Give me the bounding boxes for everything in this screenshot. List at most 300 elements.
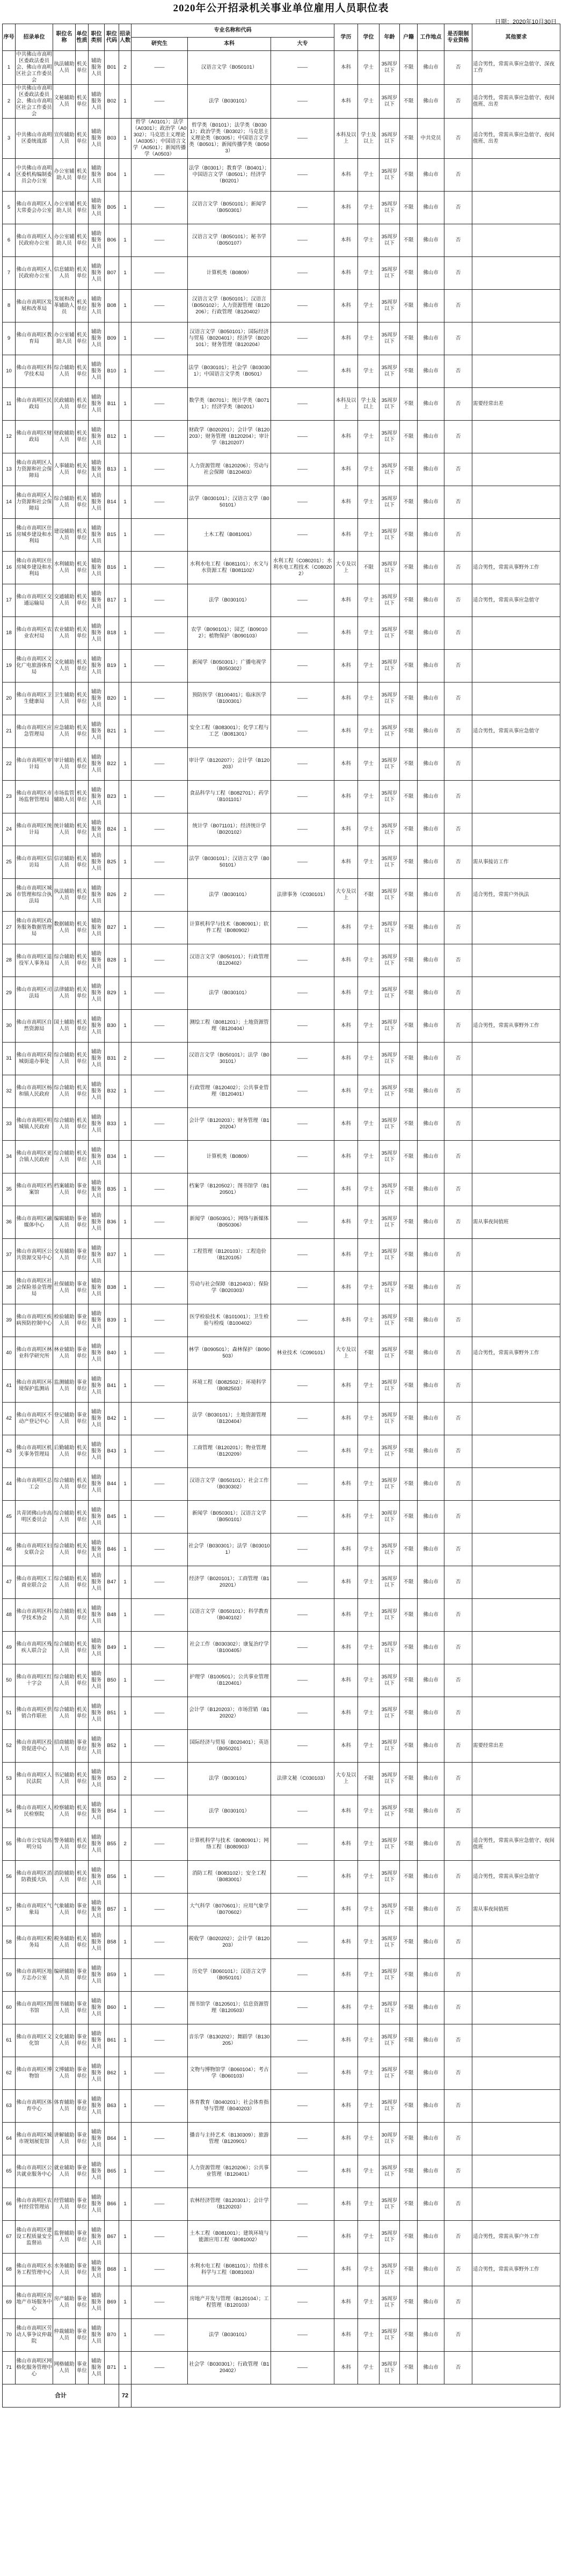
- cell-edu: 本科: [334, 2057, 358, 2090]
- cell-household: 不限: [400, 1173, 418, 1206]
- cell-code: B56: [105, 1861, 119, 1894]
- table-row: [3, 781, 560, 813]
- cell-college: ——: [271, 846, 334, 879]
- cell-college: 林业技术（C090101）: [271, 1337, 334, 1370]
- table-row: [3, 1599, 560, 1632]
- cell-code: B08: [105, 290, 119, 322]
- cell-household: 不限: [400, 1730, 418, 1763]
- cell-kind: 辅助服务人员: [89, 1992, 105, 2024]
- cell-age: 35周岁以下: [379, 159, 400, 192]
- cell-college: ——: [271, 1664, 334, 1697]
- cell-bachelor: 工程管理（B120103）；工程造价（B120105）: [188, 1239, 271, 1272]
- cell-post: 市场监管辅助人员: [53, 781, 76, 813]
- cell-type: 机关单位: [76, 1664, 89, 1697]
- cell-count: 1: [119, 1501, 132, 1533]
- cell-unit: 佛山市高明区疾病预防控制中心: [16, 1304, 53, 1337]
- cell-degree: 学士: [358, 1730, 379, 1763]
- cell-grad: ——: [132, 1697, 188, 1730]
- cell-edu: 本科: [334, 51, 358, 85]
- cell-kind: 辅助服务人员: [89, 1697, 105, 1730]
- cell-count: 1: [119, 1173, 132, 1206]
- cell-household: 不限: [400, 813, 418, 846]
- cell-household: 不限: [400, 119, 418, 159]
- cell-workplace: 佛山市: [418, 453, 444, 486]
- cell-count: 1: [119, 1959, 132, 1992]
- cell-code: B32: [105, 1075, 119, 1108]
- cell-edu: 本科: [334, 355, 358, 388]
- cell-household: 不限: [400, 1697, 418, 1730]
- cell-count: 1: [119, 355, 132, 388]
- cell-count: 1: [119, 2319, 132, 2352]
- cell-college: ——: [271, 1403, 334, 1435]
- col-type: 单位性质: [76, 24, 89, 51]
- cell-grad: ——: [132, 2057, 188, 2090]
- cell-exam: 否: [444, 912, 472, 944]
- cell-household: 不限: [400, 322, 418, 355]
- col-exam: 是否限制专业资格: [444, 24, 472, 51]
- table-row: [3, 192, 560, 224]
- cell-exam: 否: [444, 1959, 472, 1992]
- cell-count: 1: [119, 977, 132, 1010]
- cell-edu: 本科: [334, 650, 358, 682]
- cell-bachelor: 法学（B030101）: [188, 977, 271, 1010]
- cell-age: 35周岁以下: [379, 1108, 400, 1141]
- table-row: [3, 2221, 560, 2254]
- cell-edu: 本科: [334, 1173, 358, 1206]
- cell-workplace: 佛山市: [418, 1533, 444, 1566]
- cell-workplace: 佛山市: [418, 2057, 444, 2090]
- table-row: [3, 257, 560, 290]
- cell-bachelor: 汉语言文学（B050101）；科学教育（B040102）: [188, 1599, 271, 1632]
- cell-grad: ——: [132, 1894, 188, 1926]
- cell-workplace: 佛山市: [418, 1959, 444, 1992]
- cell-unit: 佛山市高明区政务服务数据管理局: [16, 912, 53, 944]
- cell-household: 不限: [400, 1370, 418, 1403]
- cell-exam: 否: [444, 1468, 472, 1501]
- cell-grad: ——: [132, 1108, 188, 1141]
- cell-type: 机关单位: [76, 1435, 89, 1468]
- cell-age: 35周岁以下: [379, 453, 400, 486]
- cell-grad: ——: [132, 453, 188, 486]
- cell-type: 机关单位: [76, 1075, 89, 1108]
- table-row: [3, 486, 560, 519]
- cell-unit: 佛山市高明区更合镇人民政府: [16, 1141, 53, 1173]
- table-row: [3, 1010, 560, 1043]
- cell-notes: [472, 2024, 560, 2057]
- cell-post: 办公室辅助人员: [53, 159, 76, 192]
- cell-post: 图书辅助人员: [53, 1992, 76, 2024]
- table-row: [3, 1926, 560, 1959]
- cell-notes: [472, 912, 560, 944]
- cell-college: ——: [271, 813, 334, 846]
- cell-kind: 辅助服务人员: [89, 813, 105, 846]
- table-row: [3, 2188, 560, 2221]
- cell-grad: ——: [132, 1272, 188, 1304]
- cell-degree: 学士及以上: [358, 119, 379, 159]
- cell-no: 5: [3, 192, 16, 224]
- cell-notes: 适合男性，常需从事野外工作: [472, 1337, 560, 1370]
- cell-type: 事业单位: [76, 2221, 89, 2254]
- table-row: [3, 224, 560, 257]
- cell-type: 机关单位: [76, 257, 89, 290]
- table-row: [3, 2286, 560, 2319]
- cell-kind: 辅助服务人员: [89, 1763, 105, 1795]
- cell-grad: ——: [132, 1173, 188, 1206]
- cell-count: 1: [119, 1599, 132, 1632]
- cell-post: 农业辅助人员: [53, 617, 76, 650]
- cell-notes: [472, 1664, 560, 1697]
- cell-degree: 学士: [358, 813, 379, 846]
- cell-edu: 本科: [334, 1075, 358, 1108]
- table-row: [3, 2123, 560, 2155]
- cell-age: 35周岁以下: [379, 1632, 400, 1664]
- cell-count: 1: [119, 944, 132, 977]
- cell-unit: 佛山市高明区人民政府办公室: [16, 257, 53, 290]
- cell-count: 1: [119, 1272, 132, 1304]
- cell-code: B43: [105, 1435, 119, 1468]
- cell-grad: ——: [132, 322, 188, 355]
- cell-post: 统计辅助人员: [53, 813, 76, 846]
- cell-grad: ——: [132, 257, 188, 290]
- cell-type: 事业单位: [76, 1173, 89, 1206]
- cell-no: 35: [3, 1173, 16, 1206]
- cell-workplace: 佛山市: [418, 2319, 444, 2352]
- col-no: 序号: [3, 24, 16, 51]
- cell-edu: 本科: [334, 2352, 358, 2384]
- cell-type: 机关单位: [76, 552, 89, 584]
- cell-no: 14: [3, 486, 16, 519]
- total-blank: [132, 2384, 560, 2408]
- cell-no: 57: [3, 1894, 16, 1926]
- cell-unit: 佛山市高明区红十字会: [16, 1664, 53, 1697]
- cell-workplace: 佛山市: [418, 1075, 444, 1108]
- cell-post: 编辑辅助人员: [53, 1206, 76, 1239]
- cell-count: 1: [119, 1010, 132, 1043]
- cell-grad: ——: [132, 2352, 188, 2384]
- cell-post: 综合辅助人员: [53, 486, 76, 519]
- cell-age: 35周岁以下: [379, 2221, 400, 2254]
- cell-workplace: 佛山市: [418, 51, 444, 85]
- cell-grad: ——: [132, 1435, 188, 1468]
- cell-code: B62: [105, 2057, 119, 2090]
- cell-workplace: 佛山市: [418, 2352, 444, 2384]
- cell-count: 1: [119, 1632, 132, 1664]
- cell-kind: 辅助服务人员: [89, 1010, 105, 1043]
- cell-type: 事业单位: [76, 2319, 89, 2352]
- cell-no: 6: [3, 224, 16, 257]
- cell-workplace: 佛山市: [418, 781, 444, 813]
- table-row: [3, 290, 560, 322]
- cell-degree: 学士: [358, 1239, 379, 1272]
- table-row: [3, 912, 560, 944]
- cell-post: 书记辅助人员: [53, 1763, 76, 1795]
- cell-no: 34: [3, 1141, 16, 1173]
- cell-household: 不限: [400, 1272, 418, 1304]
- cell-no: 46: [3, 1533, 16, 1566]
- cell-code: B31: [105, 1043, 119, 1075]
- cell-no: 52: [3, 1730, 16, 1763]
- cell-age: 35周岁以下: [379, 1403, 400, 1435]
- cell-kind: 辅助服务人员: [89, 1632, 105, 1664]
- cell-kind: 辅助服务人员: [89, 977, 105, 1010]
- cell-unit: 佛山市高明区残疾人联合会: [16, 1632, 53, 1664]
- cell-code: B04: [105, 159, 119, 192]
- cell-degree: 学士: [358, 224, 379, 257]
- cell-code: B25: [105, 846, 119, 879]
- cell-type: 事业单位: [76, 1403, 89, 1435]
- cell-kind: 辅助服务人员: [89, 453, 105, 486]
- cell-no: 66: [3, 2188, 16, 2221]
- cell-degree: 学士: [358, 1566, 379, 1599]
- cell-unit: 佛山市高明区文化馆: [16, 2024, 53, 2057]
- cell-post: 执法辅助人员: [53, 879, 76, 912]
- cell-code: B01: [105, 51, 119, 85]
- cell-grad: ——: [132, 355, 188, 388]
- cell-unit: 佛山市高明区农村经营管理站: [16, 2188, 53, 2221]
- cell-post: 信息辅助人员: [53, 257, 76, 290]
- table-row: [3, 1141, 560, 1173]
- cell-college: ——: [271, 977, 334, 1010]
- cell-kind: 辅助服务人员: [89, 1468, 105, 1501]
- cell-count: 1: [119, 552, 132, 584]
- cell-grad: ——: [132, 1566, 188, 1599]
- cell-edu: 本科: [334, 519, 358, 552]
- cell-college: ——: [271, 1239, 334, 1272]
- cell-degree: 学士: [358, 1599, 379, 1632]
- cell-edu: 本科: [334, 2123, 358, 2155]
- cell-notes: [472, 1632, 560, 1664]
- cell-household: 不限: [400, 584, 418, 617]
- cell-bachelor: 汉语言文学（B050101）；秘书学（B050107）: [188, 224, 271, 257]
- cell-code: B21: [105, 715, 119, 748]
- cell-household: 不限: [400, 1010, 418, 1043]
- cell-degree: 学士: [358, 584, 379, 617]
- cell-exam: 否: [444, 2221, 472, 2254]
- cell-post: 检察辅助人员: [53, 1795, 76, 1828]
- cell-no: 30: [3, 1010, 16, 1043]
- cell-notes: [472, 781, 560, 813]
- cell-kind: 辅助服务人员: [89, 519, 105, 552]
- cell-notes: [472, 2319, 560, 2352]
- cell-grad: ——: [132, 1599, 188, 1632]
- cell-edu: 本科: [334, 813, 358, 846]
- cell-type: 事业单位: [76, 1959, 89, 1992]
- cell-notes: [472, 2090, 560, 2123]
- cell-kind: 辅助服务人员: [89, 1206, 105, 1239]
- cell-type: 机关单位: [76, 1533, 89, 1566]
- cell-unit: 佛山市高明区城市规划展览馆: [16, 2123, 53, 2155]
- cell-workplace: 佛山市: [418, 1403, 444, 1435]
- cell-notes: [472, 1272, 560, 1304]
- cell-exam: 否: [444, 1435, 472, 1468]
- cell-workplace: 佛山市: [418, 879, 444, 912]
- cell-kind: 辅助服务人员: [89, 1370, 105, 1403]
- cell-bachelor: 社会学（B030301）；行政管理（B120402）: [188, 2352, 271, 2384]
- cell-no: 47: [3, 1566, 16, 1599]
- cell-post: 税务辅助人员: [53, 1926, 76, 1959]
- cell-type: 机关单位: [76, 322, 89, 355]
- cell-no: 26: [3, 879, 16, 912]
- cell-college: ——: [271, 192, 334, 224]
- cell-type: 机关单位: [76, 1501, 89, 1533]
- cell-degree: 学士: [358, 2221, 379, 2254]
- cell-grad: ——: [132, 224, 188, 257]
- cell-count: 1: [119, 748, 132, 781]
- table-row: [3, 2254, 560, 2286]
- cell-code: B30: [105, 1010, 119, 1043]
- cell-count: 1: [119, 192, 132, 224]
- cell-grad: ——: [132, 1337, 188, 1370]
- cell-code: B18: [105, 617, 119, 650]
- cell-degree: 学士: [358, 1370, 379, 1403]
- cell-count: 1: [119, 453, 132, 486]
- cell-kind: 辅助服务人员: [89, 1926, 105, 1959]
- cell-kind: 辅助服务人员: [89, 1435, 105, 1468]
- cell-kind: 辅助服务人员: [89, 355, 105, 388]
- cell-grad: ——: [132, 388, 188, 421]
- cell-type: 机关单位: [76, 224, 89, 257]
- table-row: [3, 1043, 560, 1075]
- cell-age: 35周岁以下: [379, 1926, 400, 1959]
- cell-kind: 辅助服务人员: [89, 1272, 105, 1304]
- cell-exam: 否: [444, 1926, 472, 1959]
- cell-college: ——: [271, 748, 334, 781]
- cell-workplace: 佛山市: [418, 2286, 444, 2319]
- cell-unit: 中共佛山市高明区委政法委员会、佛山市高明区社会工作委员会: [16, 51, 53, 85]
- cell-workplace: 佛山市: [418, 322, 444, 355]
- cell-kind: 辅助服务人员: [89, 1337, 105, 1370]
- cell-degree: 学士: [358, 1501, 379, 1533]
- cell-type: 事业单位: [76, 2123, 89, 2155]
- table-row: [3, 1632, 560, 1664]
- cell-household: 不限: [400, 1206, 418, 1239]
- cell-college: ——: [271, 1697, 334, 1730]
- cell-code: B49: [105, 1632, 119, 1664]
- cell-bachelor: 环境工程（B082502）；环境科学（B082503）: [188, 1370, 271, 1403]
- cell-bachelor: 劳动与社会保障（B120403）；保险学（B020303）: [188, 1272, 271, 1304]
- cell-workplace: 佛山市: [418, 2221, 444, 2254]
- cell-bachelor: 法学（B030101）: [188, 584, 271, 617]
- cell-degree: 学士: [358, 1304, 379, 1337]
- cell-degree: 学士: [358, 257, 379, 290]
- col-notes: 其他要求: [472, 24, 560, 51]
- cell-notes: [472, 2123, 560, 2155]
- cell-workplace: 佛山市: [418, 388, 444, 421]
- cell-code: B48: [105, 1599, 119, 1632]
- cell-code: B13: [105, 453, 119, 486]
- cell-degree: 学士: [358, 912, 379, 944]
- cell-exam: 否: [444, 1599, 472, 1632]
- cell-type: 事业单位: [76, 2155, 89, 2188]
- cell-count: 1: [119, 1894, 132, 1926]
- cell-unit: 佛山市高明区体育中心: [16, 2090, 53, 2123]
- table-row: [3, 1992, 560, 2024]
- cell-code: B58: [105, 1926, 119, 1959]
- cell-post: 消防辅助人员: [53, 1861, 76, 1894]
- cell-workplace: 佛山市: [418, 1272, 444, 1304]
- col-college: 大专: [271, 38, 334, 51]
- cell-age: 35周岁以下: [379, 2090, 400, 2123]
- cell-household: 不限: [400, 1043, 418, 1075]
- cell-notes: [472, 617, 560, 650]
- cell-workplace: 佛山市: [418, 552, 444, 584]
- cell-bachelor: 历史学（B060101）；汉语言文学（B050101）: [188, 1959, 271, 1992]
- col-post: 职位名称: [53, 24, 76, 51]
- cell-age: 35周岁以下: [379, 290, 400, 322]
- cell-exam: 否: [444, 1533, 472, 1566]
- cell-unit: 佛山市高明区农业农村局: [16, 617, 53, 650]
- cell-degree: 学士: [358, 1959, 379, 1992]
- cell-edu: 本科: [334, 421, 358, 453]
- cell-count: 1: [119, 2155, 132, 2188]
- cell-college: ——: [271, 1828, 334, 1861]
- cell-exam: 否: [444, 1664, 472, 1697]
- cell-bachelor: 房地产开发与管理（B120104）；工程管理（B120103）: [188, 2286, 271, 2319]
- cell-edu: 本科: [334, 748, 358, 781]
- cell-bachelor: 新闻学（B050301）；网络与新媒体（B050306）: [188, 1206, 271, 1239]
- table-row: [3, 879, 560, 912]
- cell-age: 35周岁以下: [379, 1337, 400, 1370]
- cell-degree: 学士: [358, 617, 379, 650]
- cell-kind: 辅助服务人员: [89, 2319, 105, 2352]
- cell-age: 35周岁以下: [379, 1043, 400, 1075]
- cell-count: 1: [119, 1206, 132, 1239]
- table-row: [3, 2090, 560, 2123]
- cell-code: B03: [105, 119, 119, 159]
- cell-notes: [472, 1599, 560, 1632]
- table-row: [3, 1337, 560, 1370]
- cell-post: 民政辅助人员: [53, 388, 76, 421]
- cell-type: 机关单位: [76, 421, 89, 453]
- cell-unit: 中共佛山市高明区委统战部: [16, 119, 53, 159]
- cell-type: 机关单位: [76, 1108, 89, 1141]
- cell-college: ——: [271, 119, 334, 159]
- cell-age: 35周岁以下: [379, 2286, 400, 2319]
- cell-count: 1: [119, 421, 132, 453]
- cell-college: 水利工程（C080201）；水利水电工程技术（C080202）: [271, 552, 334, 584]
- cell-degree: 学士: [358, 1435, 379, 1468]
- cell-edu: 本科: [334, 977, 358, 1010]
- cell-bachelor: 法学（B0301）；教育学（B0401）；中国语言文学（B0501）；经济学（B0201）: [188, 159, 271, 192]
- cell-unit: 佛山市高明区人民法院: [16, 1763, 53, 1795]
- cell-edu: 大专及以上: [334, 1337, 358, 1370]
- cell-no: 58: [3, 1926, 16, 1959]
- cell-grad: ——: [132, 2024, 188, 2057]
- col-code: 职位代码: [105, 24, 119, 51]
- cell-no: 16: [3, 552, 16, 584]
- cell-notes: 适合男性，常需从事应急值守: [472, 584, 560, 617]
- cell-count: 1: [119, 715, 132, 748]
- cell-edu: 本科: [334, 1533, 358, 1566]
- cell-exam: 否: [444, 2057, 472, 2090]
- cell-household: 不限: [400, 977, 418, 1010]
- cell-post: 综合辅助人员: [53, 1566, 76, 1599]
- cell-workplace: 佛山市: [418, 2090, 444, 2123]
- cell-code: B15: [105, 519, 119, 552]
- cell-notes: [472, 1697, 560, 1730]
- cell-code: B53: [105, 1763, 119, 1795]
- cell-post: 水利辅助人员: [53, 552, 76, 584]
- cell-college: ——: [271, 2057, 334, 2090]
- cell-degree: 学士: [358, 1632, 379, 1664]
- cell-unit: 佛山市高明区环境保护监测站: [16, 1370, 53, 1403]
- cell-no: 4: [3, 159, 16, 192]
- col-grad: 研究生: [132, 38, 188, 51]
- cell-bachelor: 社会学（B030301）；法学（B030101）: [188, 1533, 271, 1566]
- cell-grad: ——: [132, 290, 188, 322]
- table-row: [3, 1566, 560, 1599]
- cell-kind: 辅助服务人员: [89, 1141, 105, 1173]
